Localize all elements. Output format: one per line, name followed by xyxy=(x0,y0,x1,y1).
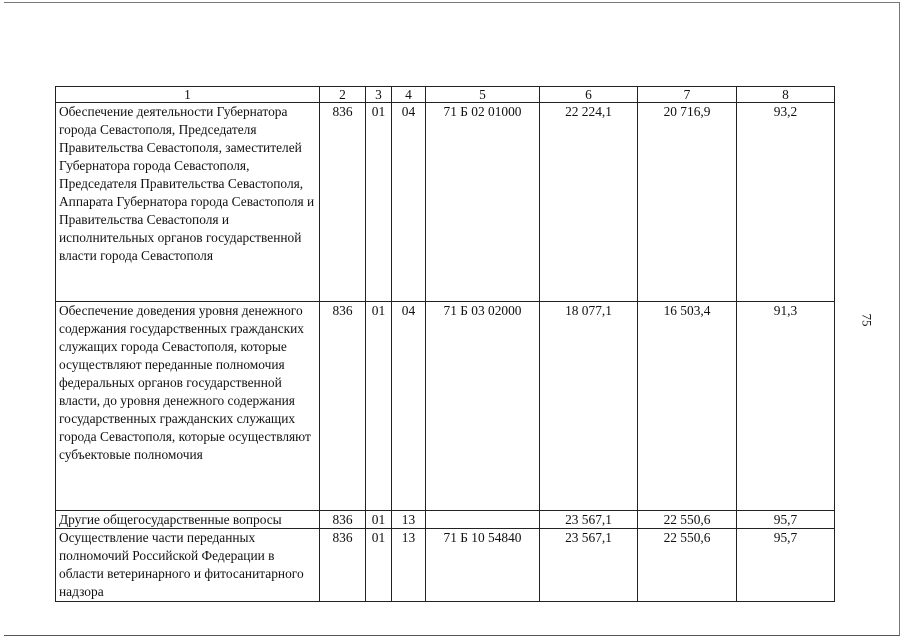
cell-target-article: 71 Б 10 54840 xyxy=(426,529,540,602)
cell-target-article: 71 Б 02 01000 xyxy=(426,103,540,302)
cell-executed: 22 550,6 xyxy=(638,511,737,529)
table-row xyxy=(56,103,835,302)
cell-percent: 91,3 xyxy=(737,302,835,511)
cell-section: 01 xyxy=(366,302,392,511)
cell-executed: 16 503,4 xyxy=(638,302,737,511)
header-cell: 2 xyxy=(320,87,366,103)
table-row xyxy=(56,302,835,511)
cell-planned: 22 224,1 xyxy=(540,103,638,302)
cell-ministry-code: 836 xyxy=(320,529,366,602)
row-name: Обеспечение деятельности Губернатора города Севастополя, Председателя Правительства Севастополя, заместителей Губернатора города Севастополя, Председателя Правительства Севастополя, Аппарата Губернатора города Севастополя и Правительства Севастополя и исполнительных органов государственной власти города Севастополя xyxy=(56,103,320,302)
header-cell: 7 xyxy=(638,87,737,103)
row-name: Обеспечение доведения уровня денежного содержания государственных гражданских служащих города Севастополя, которые осуществляют переданные полномочия федеральных органов государственной власти, до уровня денежного содержания государственных гражданских служащих города Севастополя, которые осуществляют субъектовые полномочия xyxy=(56,302,320,511)
header-cell: 1 xyxy=(56,87,320,103)
cell-subsection: 04 xyxy=(392,103,426,302)
cell-ministry-code: 836 xyxy=(320,302,366,511)
table-row xyxy=(56,529,835,602)
cell-section: 01 xyxy=(366,529,392,602)
row-name: Осуществление части переданных полномочий Российской Федерации в области ветеринарного и фитосанитарного надзора xyxy=(56,529,320,602)
header-cell: 8 xyxy=(737,87,835,103)
cell-ministry-code: 836 xyxy=(320,511,366,529)
cell-target-article: 71 Б 03 02000 xyxy=(426,302,540,511)
cell-percent: 95,7 xyxy=(737,511,835,529)
cell-section: 01 xyxy=(366,103,392,302)
cell-ministry-code: 836 xyxy=(320,103,366,302)
cell-planned: 18 077,1 xyxy=(540,302,638,511)
cell-subsection: 04 xyxy=(392,302,426,511)
page-number: 75 xyxy=(859,313,875,327)
header-cell: 3 xyxy=(366,87,392,103)
cell-percent: 93,2 xyxy=(737,103,835,302)
cell-planned: 23 567,1 xyxy=(540,511,638,529)
cell-subsection: 13 xyxy=(392,529,426,602)
row-name: Другие общегосударственные вопросы xyxy=(56,511,320,529)
table-row xyxy=(56,511,835,529)
header-cell: 4 xyxy=(392,87,426,103)
cell-target-article xyxy=(426,511,540,529)
table-header-row xyxy=(56,87,835,103)
header-cell: 5 xyxy=(426,87,540,103)
budget-table xyxy=(55,86,835,602)
cell-planned: 23 567,1 xyxy=(540,529,638,602)
cell-executed: 20 716,9 xyxy=(638,103,737,302)
cell-subsection: 13 xyxy=(392,511,426,529)
cell-percent: 95,7 xyxy=(737,529,835,602)
header-cell: 6 xyxy=(540,87,638,103)
cell-section: 01 xyxy=(366,511,392,529)
cell-executed: 22 550,6 xyxy=(638,529,737,602)
